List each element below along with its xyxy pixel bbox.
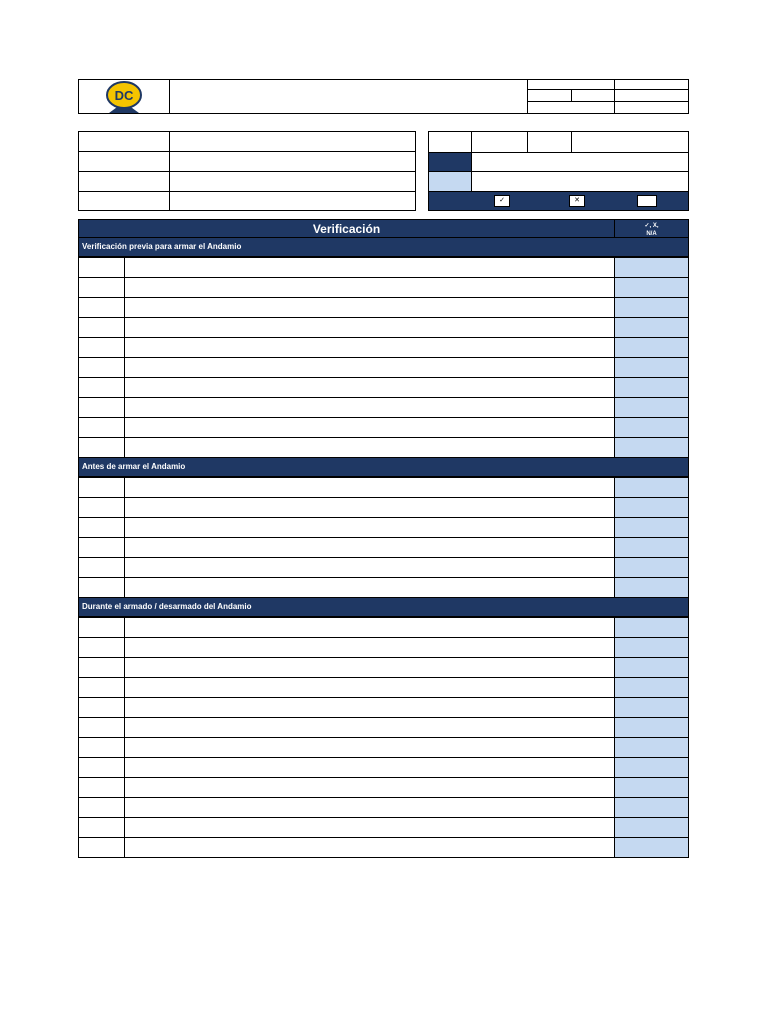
checklist-row — [78, 577, 689, 597]
row-number-cell — [78, 477, 125, 498]
row-number-cell — [78, 337, 125, 358]
right-info-cell-1 — [428, 131, 472, 153]
row-number-cell — [78, 277, 125, 298]
checklist-row — [78, 617, 689, 637]
right-info-cell-2[interactable] — [471, 131, 528, 153]
checklist-row — [78, 637, 689, 657]
row-status-cell[interactable] — [614, 277, 689, 298]
info-value-1[interactable] — [169, 131, 416, 152]
row-number-cell — [78, 737, 125, 758]
info-label-1 — [78, 131, 170, 152]
row-number-cell — [78, 537, 125, 558]
row-description-cell — [124, 677, 615, 698]
right-info-swatch-navy — [428, 152, 472, 172]
row-status-cell[interactable] — [614, 577, 689, 598]
checklist-row — [78, 677, 689, 697]
row-description-cell — [124, 537, 615, 558]
right-info-cell-5[interactable] — [471, 152, 689, 172]
row-number-cell — [78, 817, 125, 838]
legend-cross-icon: ✕ — [569, 195, 585, 207]
row-status-cell[interactable] — [614, 477, 689, 498]
row-description-cell — [124, 697, 615, 718]
row-description-cell — [124, 377, 615, 398]
right-info-cell-4[interactable] — [571, 131, 689, 153]
row-status-cell[interactable] — [614, 557, 689, 578]
row-status-cell[interactable] — [614, 657, 689, 678]
row-description-cell — [124, 257, 615, 278]
info-value-4[interactable] — [169, 191, 416, 211]
row-status-cell[interactable] — [614, 697, 689, 718]
row-description-cell — [124, 777, 615, 798]
row-number-cell — [78, 717, 125, 738]
checklist-row — [78, 337, 689, 357]
row-description-cell — [124, 417, 615, 438]
row-number-cell — [78, 297, 125, 318]
row-status-cell[interactable] — [614, 497, 689, 518]
row-number-cell — [78, 837, 125, 858]
row-number-cell — [78, 377, 125, 398]
row-status-cell[interactable] — [614, 317, 689, 338]
row-number-cell — [78, 657, 125, 678]
row-description-cell — [124, 737, 615, 758]
section-header: Antes de armar el Andamio — [78, 457, 689, 477]
checklist-row — [78, 477, 689, 497]
row-number-cell — [78, 777, 125, 798]
row-description-cell — [124, 817, 615, 838]
checklist-row — [78, 837, 689, 857]
row-status-cell[interactable] — [614, 297, 689, 318]
checklist-row — [78, 377, 689, 397]
row-number-cell — [78, 617, 125, 638]
info-label-3 — [78, 171, 170, 192]
row-number-cell — [78, 757, 125, 778]
row-number-cell — [78, 697, 125, 718]
row-status-cell[interactable] — [614, 817, 689, 838]
row-status-cell[interactable] — [614, 537, 689, 558]
row-status-cell[interactable] — [614, 717, 689, 738]
checklist-row — [78, 697, 689, 717]
row-description-cell — [124, 517, 615, 538]
checklist-row — [78, 257, 689, 277]
section-header: Durante el armado / desarmado del Andamio — [78, 597, 689, 617]
row-description-cell — [124, 297, 615, 318]
row-number-cell — [78, 257, 125, 278]
row-status-cell[interactable] — [614, 617, 689, 638]
row-description-cell — [124, 477, 615, 498]
row-description-cell — [124, 317, 615, 338]
row-status-cell[interactable] — [614, 837, 689, 858]
checklist-row — [78, 777, 689, 797]
logo-cell — [78, 79, 170, 114]
row-description-cell — [124, 717, 615, 738]
right-info-swatch-light — [428, 171, 472, 192]
row-status-cell[interactable] — [614, 777, 689, 798]
row-status-cell[interactable] — [614, 517, 689, 538]
checklist-row — [78, 437, 689, 457]
checklist-row — [78, 397, 689, 417]
legend-na-box — [637, 195, 657, 207]
checklist-row — [78, 717, 689, 737]
row-number-cell — [78, 317, 125, 338]
checklist-row — [78, 497, 689, 517]
checklist-row — [78, 417, 689, 437]
checklist-row — [78, 557, 689, 577]
info-value-2[interactable] — [169, 151, 416, 172]
row-description-cell — [124, 357, 615, 378]
right-info-cell-3 — [527, 131, 572, 153]
checklist-row — [78, 737, 689, 757]
info-value-3[interactable] — [169, 171, 416, 192]
row-number-cell — [78, 497, 125, 518]
info-label-2 — [78, 151, 170, 172]
row-status-cell[interactable] — [614, 437, 689, 458]
row-description-cell — [124, 437, 615, 458]
row-status-cell[interactable] — [614, 397, 689, 418]
checklist-row — [78, 297, 689, 317]
doc-date-label-cell — [527, 101, 615, 114]
row-description-cell — [124, 617, 615, 638]
legend-check-icon: ✓ — [494, 195, 510, 207]
row-status-cell[interactable] — [614, 637, 689, 658]
doc-date-value-cell — [614, 101, 689, 114]
row-number-cell — [78, 437, 125, 458]
row-description-cell — [124, 757, 615, 778]
checklist-row — [78, 797, 689, 817]
status-header-line2: N/A — [646, 231, 657, 237]
row-number-cell — [78, 797, 125, 818]
row-description-cell — [124, 837, 615, 858]
row-description-cell — [124, 637, 615, 658]
checklist-row — [78, 657, 689, 677]
row-number-cell — [78, 637, 125, 658]
row-description-cell — [124, 337, 615, 358]
row-status-cell[interactable] — [614, 377, 689, 398]
checklist-row — [78, 277, 689, 297]
legend-bar — [428, 191, 689, 211]
row-number-cell — [78, 677, 125, 698]
row-description-cell — [124, 577, 615, 598]
row-status-cell[interactable] — [614, 797, 689, 818]
row-number-cell — [78, 517, 125, 538]
row-number-cell — [78, 577, 125, 598]
row-status-cell[interactable] — [614, 677, 689, 698]
row-description-cell — [124, 797, 615, 818]
info-label-4 — [78, 191, 170, 211]
company-logo-icon — [104, 80, 144, 114]
verification-title: Verificación — [78, 219, 615, 238]
row-number-cell — [78, 397, 125, 418]
row-description-cell — [124, 497, 615, 518]
row-status-cell[interactable] — [614, 357, 689, 378]
row-status-cell[interactable] — [614, 737, 689, 758]
row-status-cell[interactable] — [614, 337, 689, 358]
row-status-cell[interactable] — [614, 257, 689, 278]
document-title-cell — [169, 79, 528, 114]
checklist-row — [78, 317, 689, 337]
status-column-header — [614, 219, 689, 238]
row-number-cell — [78, 417, 125, 438]
row-description-cell — [124, 277, 615, 298]
section-header: Verificación previa para armar el Andamio — [78, 237, 689, 257]
checklist-row — [78, 817, 689, 837]
checklist-row — [78, 357, 689, 377]
row-description-cell — [124, 397, 615, 418]
row-description-cell — [124, 557, 615, 578]
row-status-cell[interactable] — [614, 417, 689, 438]
row-number-cell — [78, 557, 125, 578]
logo-text: DC — [114, 88, 134, 103]
row-description-cell — [124, 657, 615, 678]
checklist-row — [78, 537, 689, 557]
checklist-row — [78, 517, 689, 537]
right-info-cell-6[interactable] — [471, 171, 689, 192]
status-header-line1: ✓, X, — [644, 223, 659, 229]
checklist-row — [78, 757, 689, 777]
row-status-cell[interactable] — [614, 757, 689, 778]
row-number-cell — [78, 357, 125, 378]
